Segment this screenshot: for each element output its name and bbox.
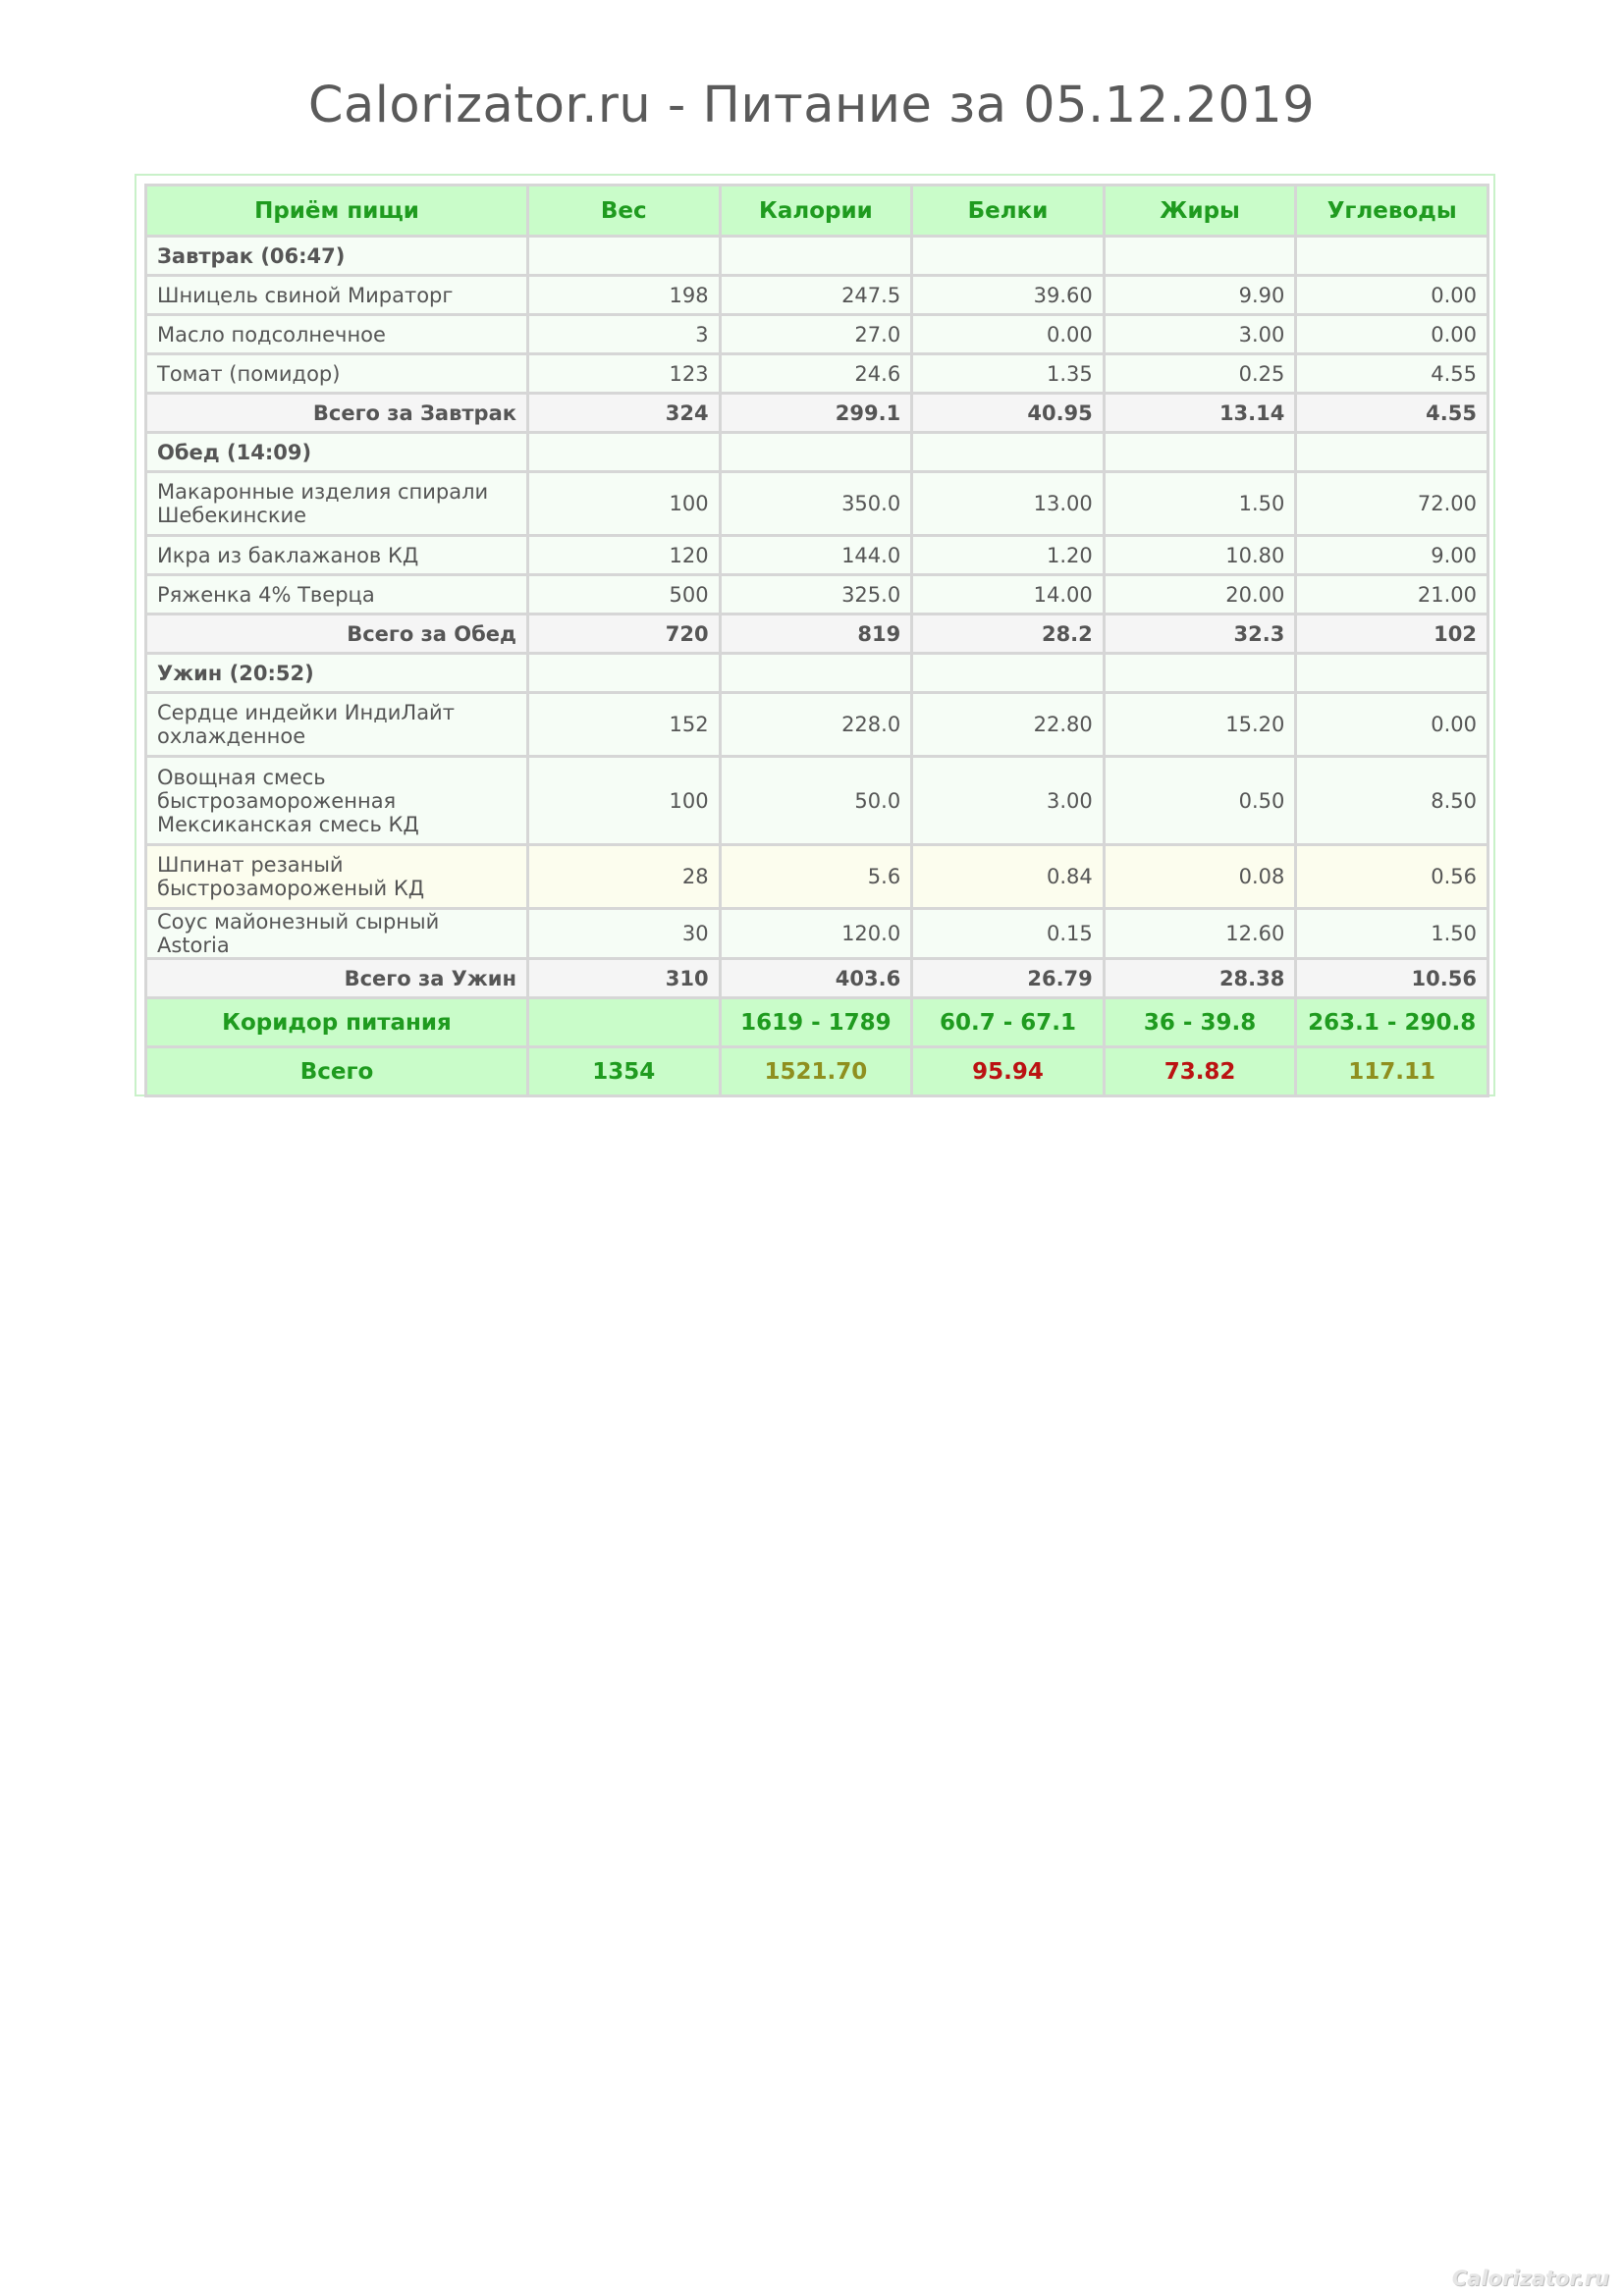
food-protein: 13.00 [912,472,1105,536]
corridor-label: Коридор питания [146,998,528,1047]
food-fat: 10.80 [1104,536,1296,575]
meal-header-row [146,654,1488,693]
meal-total-row [146,959,1488,998]
total-carbs: 102 [1296,614,1488,654]
food-calories: 27.0 [720,315,912,354]
meal-total-row [146,614,1488,654]
header-meal: Приём пищи [146,186,528,237]
total-protein: 40.95 [912,394,1105,433]
food-row [146,354,1488,394]
meal-total-label: Всего за Завтрак [146,394,528,433]
food-row [146,845,1488,909]
grand-total-fat: 73.82 [1104,1047,1296,1096]
food-row [146,909,1488,959]
food-weight: 120 [528,536,721,575]
food-fat: 20.00 [1104,575,1296,614]
table-header-row [146,186,1488,237]
food-row [146,575,1488,614]
food-protein: 3.00 [912,757,1105,845]
food-carbs: 9.00 [1296,536,1488,575]
total-weight: 720 [528,614,721,654]
meal-total-row [146,394,1488,433]
food-carbs: 72.00 [1296,472,1488,536]
food-carbs: 8.50 [1296,757,1488,845]
meal-header-row [146,433,1488,472]
meal-name: Завтрак (06:47) [146,237,528,276]
corridor-calories: 1619 - 1789 [720,998,912,1047]
total-fat: 13.14 [1104,394,1296,433]
corridor-weight [528,998,721,1047]
total-calories: 299.1 [720,394,912,433]
food-name: Томат (помидор) [146,354,528,394]
header-calories: Калории [720,186,912,237]
food-fat: 0.50 [1104,757,1296,845]
grand-total-protein: 95.94 [912,1047,1105,1096]
grand-total-weight: 1354 [528,1047,721,1096]
food-row [146,472,1488,536]
nutrition-corridor-row [146,998,1488,1047]
corridor-carbs: 263.1 - 290.8 [1296,998,1488,1047]
total-fat: 28.38 [1104,959,1296,998]
food-calories: 247.5 [720,276,912,315]
food-name: Шницель свиной Мираторг [146,276,528,315]
meal-name: Ужин (20:52) [146,654,528,693]
food-weight: 100 [528,757,721,845]
food-name: Сердце индейки ИндиЛайт охлажденное [146,693,528,757]
food-protein: 0.84 [912,845,1105,909]
food-carbs: 0.00 [1296,315,1488,354]
food-carbs: 21.00 [1296,575,1488,614]
header-weight: Вес [528,186,721,237]
total-carbs: 4.55 [1296,394,1488,433]
meal-total-label: Всего за Обед [146,614,528,654]
food-name: Шпинат резаный быстрозамороженый КД [146,845,528,909]
food-fat: 3.00 [1104,315,1296,354]
food-carbs: 4.55 [1296,354,1488,394]
corridor-fat: 36 - 39.8 [1104,998,1296,1047]
food-weight: 28 [528,845,721,909]
food-name: Овощная смесь быстрозамороженная Мексиканская смесь КД [146,757,528,845]
watermark: Calorizator.ru [1451,2267,1609,2290]
food-name: Макаронные изделия спирали Шебекинские [146,472,528,536]
grand-total-calories: 1521.70 [720,1047,912,1096]
food-calories: 50.0 [720,757,912,845]
total-protein: 28.2 [912,614,1105,654]
total-carbs: 10.56 [1296,959,1488,998]
total-protein: 26.79 [912,959,1105,998]
food-name: Масло подсолнечное [146,315,528,354]
food-row [146,536,1488,575]
food-weight: 30 [528,909,721,959]
food-calories: 350.0 [720,472,912,536]
food-row [146,276,1488,315]
header-protein: Белки [912,186,1105,237]
food-carbs: 1.50 [1296,909,1488,959]
food-row [146,757,1488,845]
food-calories: 120.0 [720,909,912,959]
food-row [146,693,1488,757]
food-row [146,315,1488,354]
food-fat: 12.60 [1104,909,1296,959]
food-name: Икра из баклажанов КД [146,536,528,575]
food-weight: 500 [528,575,721,614]
meal-total-label: Всего за Ужин [146,959,528,998]
food-fat: 0.08 [1104,845,1296,909]
total-weight: 324 [528,394,721,433]
food-calories: 24.6 [720,354,912,394]
food-protein: 22.80 [912,693,1105,757]
corridor-protein: 60.7 - 67.1 [912,998,1105,1047]
food-weight: 123 [528,354,721,394]
header-carbs: Углеводы [1296,186,1488,237]
food-protein: 0.15 [912,909,1105,959]
meal-header-row [146,237,1488,276]
food-protein: 0.00 [912,315,1105,354]
food-calories: 228.0 [720,693,912,757]
food-weight: 3 [528,315,721,354]
food-carbs: 0.00 [1296,276,1488,315]
grand-total-label: Всего [146,1047,528,1096]
food-protein: 1.20 [912,536,1105,575]
food-calories: 144.0 [720,536,912,575]
nutrition-table [144,184,1489,1097]
food-fat: 15.20 [1104,693,1296,757]
grand-total-carbs: 117.11 [1296,1047,1488,1096]
food-protein: 14.00 [912,575,1105,614]
total-calories: 819 [720,614,912,654]
meal-name: Обед (14:09) [146,433,528,472]
food-calories: 5.6 [720,845,912,909]
food-name: Соус майонезный сырный Astoria [146,909,528,959]
food-calories: 325.0 [720,575,912,614]
total-calories: 403.6 [720,959,912,998]
food-carbs: 0.00 [1296,693,1488,757]
food-weight: 100 [528,472,721,536]
food-protein: 1.35 [912,354,1105,394]
food-fat: 0.25 [1104,354,1296,394]
header-fat: Жиры [1104,186,1296,237]
food-weight: 152 [528,693,721,757]
food-name: Ряженка 4% Тверца [146,575,528,614]
food-carbs: 0.56 [1296,845,1488,909]
grand-total-row [146,1047,1488,1096]
food-protein: 39.60 [912,276,1105,315]
food-fat: 1.50 [1104,472,1296,536]
food-fat: 9.90 [1104,276,1296,315]
page-title: Calorizator.ru - Питание за 05.12.2019 [307,77,1316,134]
food-weight: 198 [528,276,721,315]
total-fat: 32.3 [1104,614,1296,654]
total-weight: 310 [528,959,721,998]
